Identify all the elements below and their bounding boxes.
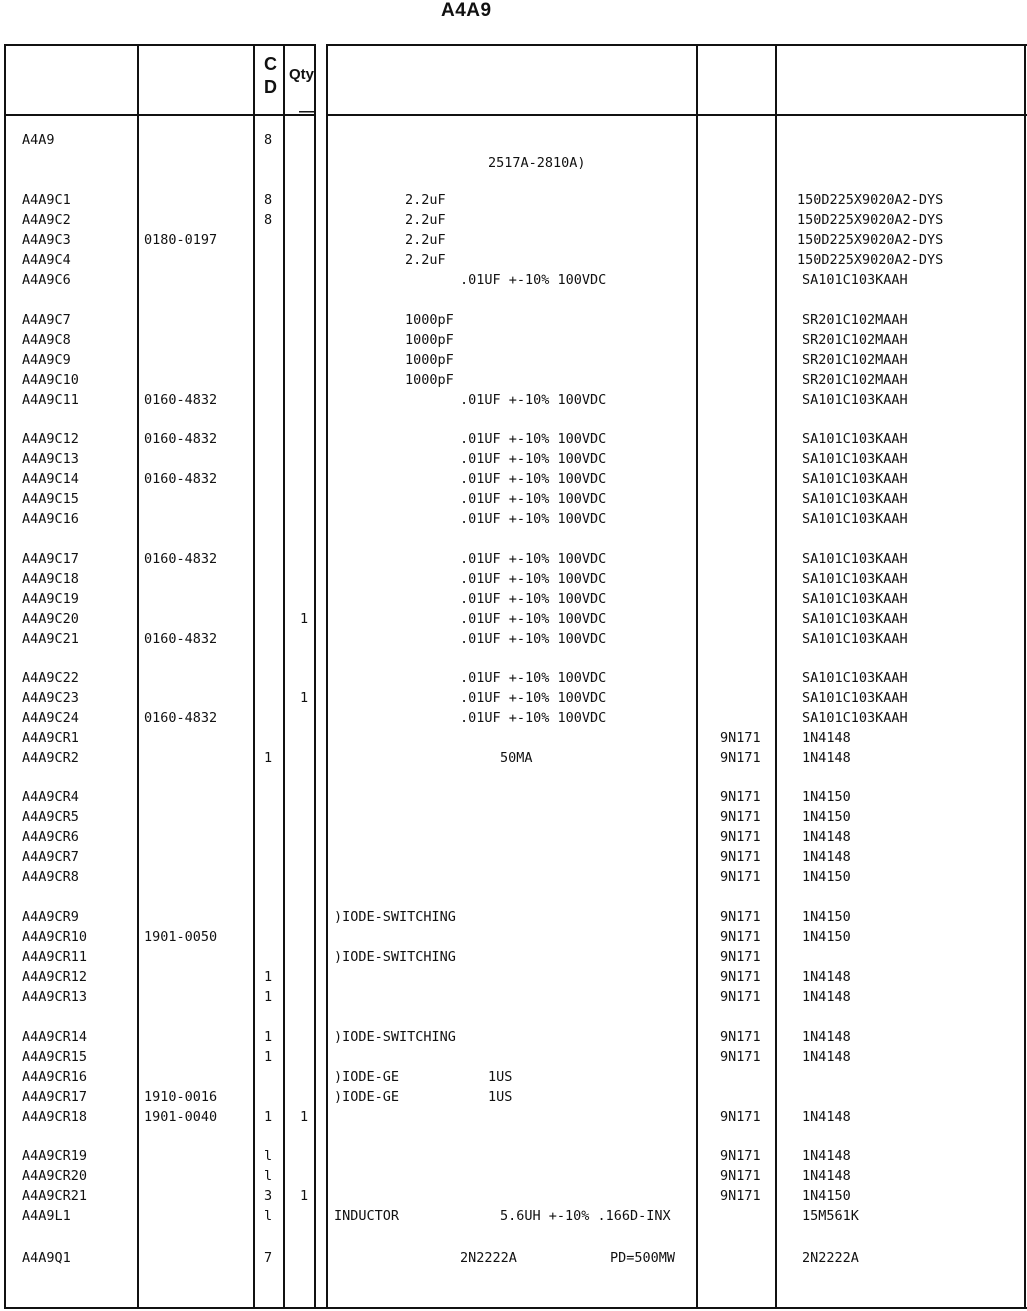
table-row xyxy=(0,629,1027,649)
table-row xyxy=(0,907,1027,927)
cell-manufacturer-part-number: SA101C103KAAH xyxy=(802,511,908,527)
table-row xyxy=(0,1146,1027,1166)
cell-description-spec: .01UF +-10% 100VDC xyxy=(460,431,607,447)
cell-manufacturer-part-number: SA101C103KAAH xyxy=(802,710,908,726)
cell-manufacturer-part-number: 1N4148 xyxy=(802,1168,851,1184)
cell-manufacturer-code: 9N171 xyxy=(720,750,761,766)
cell-manufacturer-code: 9N171 xyxy=(720,949,761,965)
table-row xyxy=(0,987,1027,1007)
table-row xyxy=(0,509,1027,529)
cell-reference-designator: A4A9C6 xyxy=(22,272,71,288)
cell-part-number: 0160-4832 xyxy=(144,551,218,567)
cell-reference-designator: A4A9C8 xyxy=(22,332,71,348)
cell-manufacturer-part-number: 150D225X9020A2-DYS xyxy=(797,192,944,208)
cell-description-value: 1000pF xyxy=(405,372,454,388)
cell-part-number: 1901-0050 xyxy=(144,929,218,945)
cell-check-digit: 1 xyxy=(264,750,273,766)
cell-description-note: 2517A-2810A) xyxy=(488,155,586,171)
cell-manufacturer-part-number: 1N4148 xyxy=(802,849,851,865)
cell-manufacturer-part-number: SA101C103KAAH xyxy=(802,392,908,408)
cell-manufacturer-part-number: 1N4148 xyxy=(802,1049,851,1065)
cell-manufacturer-part-number: SA101C103KAAH xyxy=(802,431,908,447)
cell-description-spec: .01UF +-10% 100VDC xyxy=(460,491,607,507)
table-row xyxy=(0,210,1027,230)
cell-description-spec: 2N2222A xyxy=(460,1250,517,1266)
table-row xyxy=(0,1166,1027,1186)
cell-reference-designator: A4A9 xyxy=(22,132,55,148)
table-row xyxy=(0,867,1027,887)
table-row xyxy=(0,947,1027,967)
table-row xyxy=(0,230,1027,250)
cell-check-digit: 8 xyxy=(264,132,273,148)
table-row xyxy=(0,190,1027,210)
table-row xyxy=(0,429,1027,449)
cell-check-digit: l xyxy=(264,1148,273,1164)
cell-reference-designator: A4A9CR5 xyxy=(22,809,79,825)
cell-description-spec: .01UF +-10% 100VDC xyxy=(460,571,607,587)
cell-reference-designator: A4A9CR13 xyxy=(22,989,88,1005)
cell-description-spec: .01UF +-10% 100VDC xyxy=(460,631,607,647)
cell-reference-designator: A4A9CR4 xyxy=(22,789,79,805)
cell-check-digit: 1 xyxy=(264,989,273,1005)
cell-part-number: 0160-4832 xyxy=(144,392,218,408)
cell-part-number: 0160-4832 xyxy=(144,710,218,726)
cell-manufacturer-part-number: SA101C103KAAH xyxy=(802,571,908,587)
table-row xyxy=(0,668,1027,688)
cell-manufacturer-code: 9N171 xyxy=(720,909,761,925)
cell-manufacturer-part-number: 150D225X9020A2-DYS xyxy=(797,212,944,228)
cell-description-spec: .01UF +-10% 100VDC xyxy=(460,551,607,567)
cell-reference-designator: A4A9CR2 xyxy=(22,750,79,766)
table-row xyxy=(0,589,1027,609)
cell-reference-designator: A4A9Q1 xyxy=(22,1250,71,1266)
cell-description-value: 1000pF xyxy=(405,332,454,348)
table-row xyxy=(0,827,1027,847)
table-row xyxy=(0,967,1027,987)
table-row xyxy=(0,728,1027,748)
cell-description: )IODE-SWITCHING xyxy=(334,909,456,925)
cell-manufacturer-part-number: 1N4150 xyxy=(802,929,851,945)
table-row xyxy=(0,1186,1027,1206)
table-row xyxy=(0,807,1027,827)
cell-check-digit: l xyxy=(264,1208,273,1224)
cell-description: )IODE-SWITCHING xyxy=(334,1029,456,1045)
table-row xyxy=(0,609,1027,629)
cell-reference-designator: A4A9C2 xyxy=(22,212,71,228)
cell-reference-designator: A4A9C11 xyxy=(22,392,79,408)
table-row xyxy=(0,847,1027,867)
cell-reference-designator: A4A9CR16 xyxy=(22,1069,88,1085)
table-row xyxy=(0,370,1027,390)
cell-manufacturer-code: 9N171 xyxy=(720,1049,761,1065)
cell-check-digit: 8 xyxy=(264,192,273,208)
cell-manufacturer-code: 9N171 xyxy=(720,989,761,1005)
cell-description-spec: .01UF +-10% 100VDC xyxy=(460,451,607,467)
cell-manufacturer-part-number: SA101C103KAAH xyxy=(802,690,908,706)
cell-manufacturer-code: 9N171 xyxy=(720,869,761,885)
cell-reference-designator: A4A9C16 xyxy=(22,511,79,527)
cell-reference-designator: A4A9CR19 xyxy=(22,1148,88,1164)
cell-reference-designator: A4A9C22 xyxy=(22,670,79,686)
cell-reference-designator: A4A9C23 xyxy=(22,690,79,706)
cell-manufacturer-code: 9N171 xyxy=(720,829,761,845)
cell-manufacturer-part-number: SA101C103KAAH xyxy=(802,272,908,288)
table-row xyxy=(0,1027,1027,1047)
cell-manufacturer-code: 9N171 xyxy=(720,969,761,985)
cell-reference-designator: A4A9L1 xyxy=(22,1208,71,1224)
table-top-border xyxy=(4,44,316,46)
table-row xyxy=(0,270,1027,290)
cell-manufacturer-code: 9N171 xyxy=(720,849,761,865)
cell-reference-designator: A4A9CR15 xyxy=(22,1049,88,1065)
cell-manufacturer-part-number: 1N4148 xyxy=(802,1148,851,1164)
table-row xyxy=(0,569,1027,589)
cell-description-value: 2.2uF xyxy=(405,252,446,268)
table-row xyxy=(0,787,1027,807)
cell-reference-designator: A4A9C13 xyxy=(22,451,79,467)
cell-description-value: 2.2uF xyxy=(405,232,446,248)
cell-reference-designator: A4A9C18 xyxy=(22,571,79,587)
header-qty: Qty xyxy=(289,66,315,83)
cell-reference-designator: A4A9CR20 xyxy=(22,1168,88,1184)
cell-reference-designator: A4A9CR9 xyxy=(22,909,79,925)
table-row xyxy=(0,748,1027,768)
cell-description: )IODE-GE xyxy=(334,1089,400,1105)
cell-reference-designator: A4A9C24 xyxy=(22,710,79,726)
table-row xyxy=(0,688,1027,708)
table-row xyxy=(0,250,1027,270)
cell-reference-designator: A4A9C14 xyxy=(22,471,79,487)
cell-manufacturer-code: 9N171 xyxy=(720,809,761,825)
cell-manufacturer-part-number: SA101C103KAAH xyxy=(802,670,908,686)
cell-description-spec: .01UF +-10% 100VDC xyxy=(460,392,607,408)
table-row xyxy=(0,1206,1027,1226)
cell-manufacturer-code: 9N171 xyxy=(720,789,761,805)
table-row xyxy=(0,469,1027,489)
cell-manufacturer-part-number: 1N4148 xyxy=(802,989,851,1005)
cell-description-spec: .01UF +-10% 100VDC xyxy=(460,710,607,726)
cell-manufacturer-part-number: SR201C102MAAH xyxy=(802,372,908,388)
cell-reference-designator: A4A9C9 xyxy=(22,352,71,368)
table-row xyxy=(0,708,1027,728)
cell-reference-designator: A4A9C20 xyxy=(22,611,79,627)
cell-manufacturer-code: 9N171 xyxy=(720,1168,761,1184)
cell-description: INDUCTOR xyxy=(334,1208,400,1224)
cell-part-number: 1901-0040 xyxy=(144,1109,218,1125)
cell-manufacturer-part-number: 1N4150 xyxy=(802,789,851,805)
cell-quantity: 1 xyxy=(300,1188,309,1204)
cell-description-spec: .01UF +-10% 100VDC xyxy=(460,611,607,627)
table-row xyxy=(0,1087,1027,1107)
cell-manufacturer-code: 9N171 xyxy=(720,730,761,746)
table-row xyxy=(0,927,1027,947)
cell-manufacturer-part-number: SA101C103KAAH xyxy=(802,491,908,507)
cell-reference-designator: A4A9C7 xyxy=(22,312,71,328)
cell-manufacturer-part-number: 150D225X9020A2-DYS xyxy=(797,232,944,248)
cell-manufacturer-part-number: 1N4148 xyxy=(802,1109,851,1125)
cell-manufacturer-code: 9N171 xyxy=(720,1148,761,1164)
cell-check-digit: 8 xyxy=(264,212,273,228)
cell-reference-designator: A4A9CR18 xyxy=(22,1109,88,1125)
table-row xyxy=(0,489,1027,509)
cell-manufacturer-part-number: SA101C103KAAH xyxy=(802,611,908,627)
cell-description-value: 2.2uF xyxy=(405,212,446,228)
table-row xyxy=(0,130,1027,150)
cell-check-digit: 1 xyxy=(264,1049,273,1065)
table-row xyxy=(0,1047,1027,1067)
cell-check-digit: l xyxy=(264,1168,273,1184)
page-title: A4A9 xyxy=(441,0,492,21)
table-row xyxy=(0,449,1027,469)
cell-reference-designator: A4A9C10 xyxy=(22,372,79,388)
cell-reference-designator: A4A9CR10 xyxy=(22,929,88,945)
cell-description-note: 1US xyxy=(488,1089,513,1105)
cell-manufacturer-part-number: SR201C102MAAH xyxy=(802,332,908,348)
cell-manufacturer-code: 9N171 xyxy=(720,1109,761,1125)
cell-quantity: 1 xyxy=(300,1109,309,1125)
table-row xyxy=(0,1067,1027,1087)
cell-description-rating: 5.6UH +-10% .166D-INX xyxy=(500,1208,671,1224)
cell-reference-designator: A4A9C17 xyxy=(22,551,79,567)
cell-manufacturer-part-number: 150D225X9020A2-DYS xyxy=(797,252,944,268)
cell-manufacturer-part-number: 2N2222A xyxy=(802,1250,859,1266)
cell-reference-designator: A4A9CR7 xyxy=(22,849,79,865)
table-row xyxy=(0,350,1027,370)
cell-reference-designator: A4A9C15 xyxy=(22,491,79,507)
cell-description-spec: .01UF +-10% 100VDC xyxy=(460,272,607,288)
cell-check-digit: 1 xyxy=(264,1109,273,1125)
cell-part-number: 0160-4832 xyxy=(144,431,218,447)
cell-reference-designator: A4A9C1 xyxy=(22,192,71,208)
cell-description-spec: .01UF +-10% 100VDC xyxy=(460,471,607,487)
cell-description: )IODE-GE xyxy=(334,1069,400,1085)
cell-reference-designator: A4A9CR11 xyxy=(22,949,88,965)
table-row xyxy=(0,153,1027,173)
cell-manufacturer-part-number: 1N4150 xyxy=(802,1188,851,1204)
header-bottom-rule-right xyxy=(327,114,1027,116)
cell-manufacturer-part-number: SA101C103KAAH xyxy=(802,631,908,647)
cell-manufacturer-code: 9N171 xyxy=(720,929,761,945)
header-qty-mark: — xyxy=(299,103,314,120)
cell-reference-designator: A4A9CR14 xyxy=(22,1029,88,1045)
cell-description: )IODE-SWITCHING xyxy=(334,949,456,965)
cell-description-spec: .01UF +-10% 100VDC xyxy=(460,511,607,527)
cell-manufacturer-part-number: 1N4148 xyxy=(802,969,851,985)
cell-part-number: 0160-4832 xyxy=(144,631,218,647)
cell-manufacturer-part-number: SA101C103KAAH xyxy=(802,451,908,467)
table-top-border-right xyxy=(327,44,1027,46)
table-row xyxy=(0,1107,1027,1127)
cell-reference-designator: A4A9C19 xyxy=(22,591,79,607)
cell-part-number: 0160-4832 xyxy=(144,471,218,487)
cell-check-digit: 7 xyxy=(264,1250,273,1266)
table-bottom-border xyxy=(4,1307,1027,1309)
cell-manufacturer-part-number: SR201C102MAAH xyxy=(802,352,908,368)
cell-description-value: 1000pF xyxy=(405,312,454,328)
cell-manufacturer-part-number: 1N4148 xyxy=(802,829,851,845)
cell-reference-designator: A4A9C4 xyxy=(22,252,71,268)
cell-description-value: 2.2uF xyxy=(405,192,446,208)
cell-reference-designator: A4A9C21 xyxy=(22,631,79,647)
cell-description-rating: 50MA xyxy=(500,750,533,766)
cell-manufacturer-part-number: SA101C103KAAH xyxy=(802,471,908,487)
cell-part-number: 1910-0016 xyxy=(144,1089,218,1105)
cell-description-value: 1000pF xyxy=(405,352,454,368)
cell-part-number: 0180-0197 xyxy=(144,232,218,248)
cell-check-digit: 3 xyxy=(264,1188,273,1204)
cell-reference-designator: A4A9CR17 xyxy=(22,1089,88,1105)
cell-reference-designator: A4A9CR1 xyxy=(22,730,79,746)
table-row xyxy=(0,1248,1027,1268)
cell-reference-designator: A4A9CR12 xyxy=(22,969,88,985)
cell-reference-designator: A4A9CR6 xyxy=(22,829,79,845)
cell-manufacturer-part-number: SA101C103KAAH xyxy=(802,591,908,607)
cell-manufacturer-code: 9N171 xyxy=(720,1029,761,1045)
cell-description-note: 1US xyxy=(488,1069,513,1085)
cell-quantity: 1 xyxy=(300,690,309,706)
table-row xyxy=(0,390,1027,410)
cell-manufacturer-part-number: 1N4150 xyxy=(802,809,851,825)
cell-manufacturer-part-number: SR201C102MAAH xyxy=(802,312,908,328)
cell-manufacturer-part-number: 1N4150 xyxy=(802,909,851,925)
cell-reference-designator: A4A9CR8 xyxy=(22,869,79,885)
cell-manufacturer-part-number: 15M561K xyxy=(802,1208,859,1224)
cell-description-spec: .01UF +-10% 100VDC xyxy=(460,690,607,706)
cell-description-spec: .01UF +-10% 100VDC xyxy=(460,670,607,686)
cell-description-spec: .01UF +-10% 100VDC xyxy=(460,591,607,607)
cell-description-power: PD=500MW xyxy=(610,1250,676,1266)
table-row xyxy=(0,549,1027,569)
cell-manufacturer-part-number: 1N4148 xyxy=(802,730,851,746)
header-bottom-rule xyxy=(4,114,314,116)
table-row xyxy=(0,310,1027,330)
cell-check-digit: 1 xyxy=(264,969,273,985)
cell-reference-designator: A4A9C12 xyxy=(22,431,79,447)
cell-reference-designator: A4A9C3 xyxy=(22,232,71,248)
cell-manufacturer-part-number: 1N4148 xyxy=(802,750,851,766)
header-cd-top: C xyxy=(264,54,277,74)
cell-manufacturer-part-number: SA101C103KAAH xyxy=(802,551,908,567)
table-row xyxy=(0,330,1027,350)
cell-check-digit: 1 xyxy=(264,1029,273,1045)
header-cd-bottom: D xyxy=(264,77,277,97)
cell-quantity: 1 xyxy=(300,611,309,627)
cell-manufacturer-code: 9N171 xyxy=(720,1188,761,1204)
cell-manufacturer-part-number: 1N4150 xyxy=(802,869,851,885)
cell-reference-designator: A4A9CR21 xyxy=(22,1188,88,1204)
cell-manufacturer-part-number: 1N4148 xyxy=(802,1029,851,1045)
